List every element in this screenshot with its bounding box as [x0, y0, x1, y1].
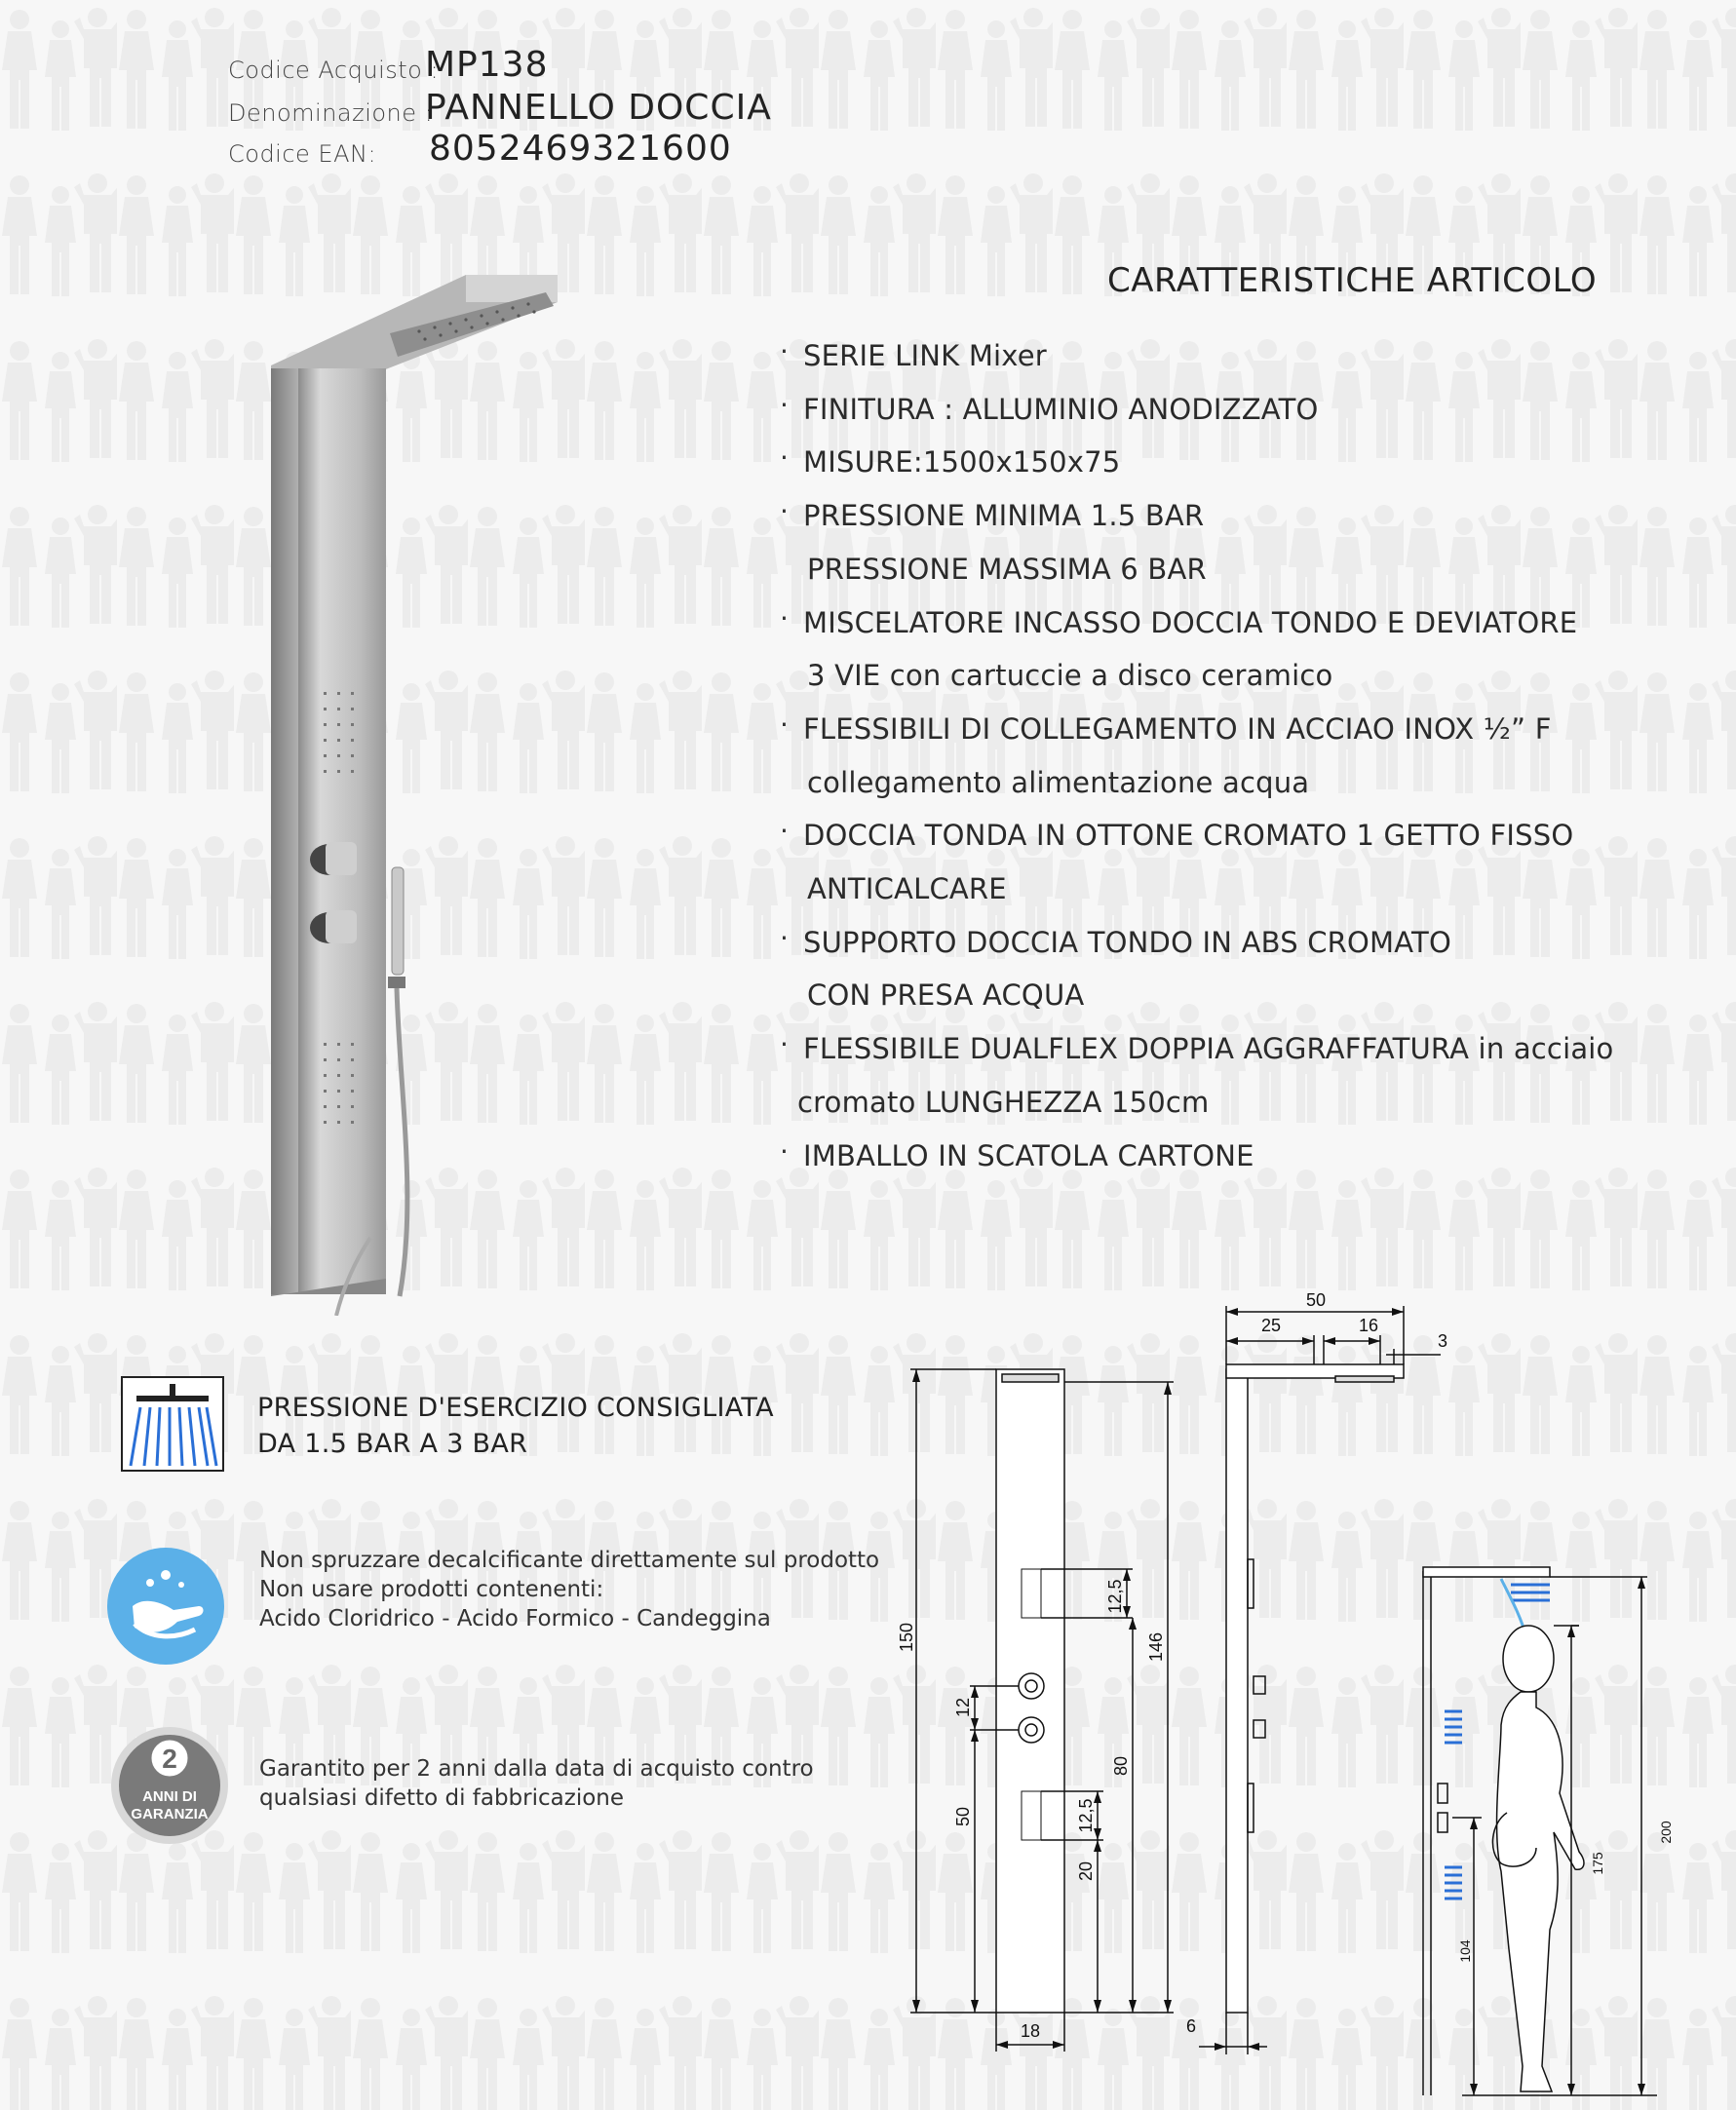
- pressure-line-2: DA 1.5 BAR A 3 BAR: [257, 1429, 528, 1459]
- pressure-line-1: PRESSIONE D'ESERCIZIO CONSIGLIATA: [257, 1393, 774, 1423]
- feature-bullet: ·: [780, 921, 789, 954]
- feature-line: CON PRESA ACQUA: [807, 978, 1085, 1013]
- feature-line: MISURE:1500x150x75: [803, 445, 1121, 480]
- feature-bullet: ·: [780, 335, 789, 367]
- dim-side-head-thk: 3: [1437, 1331, 1448, 1351]
- feature-line: 3 VIE con cartuccie a disco ceramico: [807, 659, 1333, 693]
- feature-line: DOCCIA TONDA IN OTTONE CROMATO 1 GETTO FISSO: [803, 819, 1574, 853]
- name-label: Denominazione :: [228, 99, 434, 127]
- warranty-badge-number: 2: [162, 1744, 177, 1774]
- shower-panel-image: [244, 263, 595, 1316]
- technical-drawing: [877, 1267, 1716, 2105]
- feature-line: SUPPORTO DOCCIA TONDO IN ABS CROMATO: [803, 925, 1451, 959]
- product-header: [0, 0, 877, 195]
- purchase-code-label: Codice Acquisto :: [228, 57, 440, 84]
- rain-shower-icon: [121, 1376, 224, 1472]
- warranty-badge-line-1: ANNI DI: [142, 1788, 197, 1805]
- feature-bullet: ·: [780, 1134, 789, 1168]
- feature-line: FLESSIBILI DI COLLEGAMENTO IN ACCIAO INOX ½” F: [803, 711, 1552, 746]
- dim-bottom-margin: 20: [1076, 1861, 1096, 1882]
- dim-jet-gap-bottom: 12,5: [1076, 1798, 1096, 1833]
- dim-front-inner-height: 146: [1146, 1631, 1166, 1663]
- warranty-badge-line-2: GARANZIA: [131, 1806, 209, 1822]
- feature-line: IMBALLO IN SCATOLA CARTONE: [803, 1138, 1254, 1172]
- feature-line: FLESSIBILE DUALFLEX DOPPIA AGGRAFFATURA in acciaio: [803, 1032, 1614, 1066]
- dim-person-head: 175: [1590, 1852, 1605, 1875]
- ean-label: Codice EAN:: [228, 140, 377, 168]
- care-line-2: Non usare prodotti contenenti:: [259, 1577, 604, 1602]
- dim-person-mixer: 104: [1457, 1939, 1473, 1963]
- feature-bullet: ·: [780, 388, 789, 421]
- dim-side-wall: 6: [1185, 2016, 1197, 2036]
- dim-side-head: 16: [1358, 1316, 1379, 1335]
- feature-bullet: ·: [780, 601, 789, 634]
- dim-bottom-to-jets: 80: [1111, 1755, 1131, 1777]
- feature-bullet: ·: [780, 708, 789, 741]
- feature-line: ANTICALCARE: [807, 872, 1007, 905]
- care-line-1: Non spruzzare decalcificante direttamente sul prodotto: [259, 1548, 880, 1573]
- features-title: CARATTERISTICHE ARTICOLO: [1107, 261, 1598, 300]
- feature-line: cromato LUNGHEZZA 150cm: [797, 1085, 1210, 1119]
- dim-side-arm: 25: [1260, 1316, 1282, 1335]
- warranty-note: [259, 1754, 814, 1813]
- care-line-3: Acido Cloridrico - Acido Formico - Candeggina: [259, 1606, 771, 1631]
- warranty-badge: [109, 1725, 230, 1846]
- feature-line: PRESSIONE MASSIMA 6 BAR: [807, 552, 1207, 586]
- warranty-line-1: Garantito per 2 anni dalla data di acquisto contro: [259, 1756, 814, 1782]
- feature-bullet: ·: [780, 441, 789, 475]
- dim-jet-gap-top: 12,5: [1105, 1579, 1125, 1614]
- dim-front-width: 18: [1020, 2021, 1041, 2041]
- feature-bullet: ·: [780, 495, 789, 528]
- warranty-line-2: qualsiasi difetto di fabbricazione: [259, 1785, 625, 1811]
- name-value: PANNELLO DOCCIA: [425, 88, 772, 128]
- dim-person-total: 200: [1658, 1821, 1674, 1844]
- purchase-code-value: MP138: [425, 45, 549, 85]
- pressure-note: [257, 1390, 774, 1462]
- feature-line: PRESSIONE MINIMA 1.5 BAR: [803, 499, 1205, 533]
- feature-line: MISCELATORE INCASSO DOCCIA TONDO E DEVIATORE: [803, 605, 1578, 639]
- dim-knob-gap: 12: [953, 1697, 973, 1718]
- feature-bullet: ·: [780, 815, 789, 848]
- hand-wash-icon: [105, 1546, 226, 1667]
- dim-side-depth: 50: [1305, 1290, 1327, 1310]
- feature-line: SERIE LINK Mixer: [803, 339, 1047, 372]
- ean-value: 8052469321600: [429, 129, 732, 169]
- feature-line: FINITURA : ALLUMINIO ANODIZZATO: [803, 392, 1319, 426]
- feature-line: collegamento alimentazione acqua: [807, 765, 1310, 799]
- feature-bullet: ·: [780, 1028, 789, 1061]
- care-note: [259, 1546, 879, 1633]
- dim-bottom-to-knob: 50: [953, 1806, 973, 1827]
- dim-front-height: 150: [897, 1622, 916, 1653]
